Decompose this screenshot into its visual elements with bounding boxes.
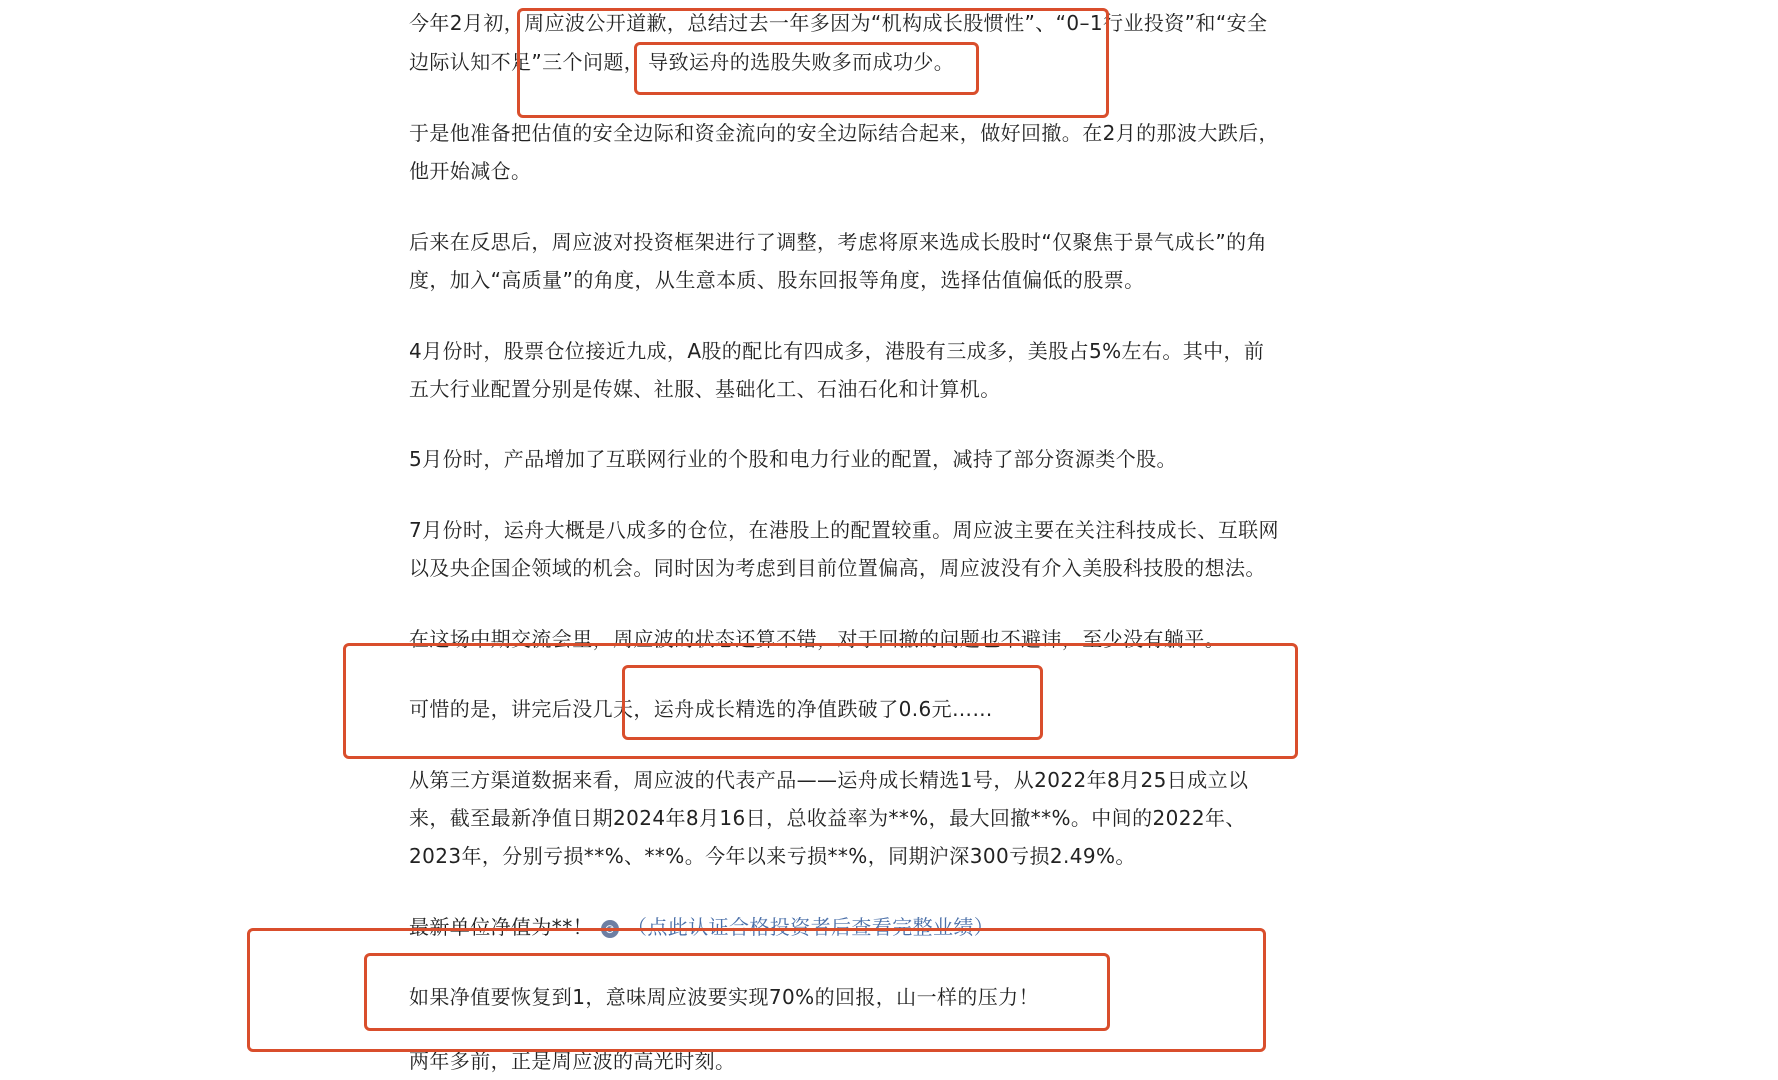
paragraph-1-line-1: 今年2月初，周应波公开道歉，总结过去一年多因为“机构成长股惯性”、“0–1行业投资”和“安全 — [409, 11, 1268, 35]
nav-value-text: 最新单位净值为**！ — [409, 915, 593, 939]
link-icon[interactable]: ⊘ — [601, 920, 619, 938]
paragraph-1-line-2 — [409, 49, 954, 75]
paragraph-6-line-1: 7月份时，运舟大概是八成多的仓位，在港股上的配置较重。周应波主要在关注科技成长、互联网 — [409, 518, 1279, 542]
paragraph-2-line-2: 他开始减仓。 — [409, 159, 532, 183]
verify-investor-link[interactable]: （点此认证合格投资者后查看完整业绩） — [627, 915, 995, 939]
paragraph-2-line-1: 于是他准备把估值的安全边际和资金流向的安全边际结合起来，做好回撤。在2月的那波大跌后， — [409, 121, 1279, 145]
paragraph-4-line-1: 4月份时，股票仓位接近九成，A股的配比有四成多，港股有三成多，美股占5%左右。其中，前 — [409, 339, 1265, 363]
paragraph-5-line-1: 5月份时，产品增加了互联网行业的个股和电力行业的配置，减持了部分资源类个股。 — [409, 447, 1177, 471]
paragraph-10 — [409, 914, 994, 940]
paragraph-3-line-2: 度，加入“高质量”的角度，从生意本质、股东回报等角度，选择估值偏低的股票。 — [409, 268, 1145, 292]
paragraph-1-highlight: 导致运舟的选股失败多而成功少。 — [648, 50, 955, 74]
paragraph-9-line-1: 从第三方渠道数据来看，周应波的代表产品——运舟成长精选1号，从2022年8月25日成立以 — [409, 768, 1249, 792]
paragraph-6-line-2: 以及央企国企领域的机会。同时因为考虑到目前位置偏高，周应波没有介入美股科技股的想法。 — [409, 556, 1266, 580]
paragraph-9-line-3: 2023年，分别亏损**%、**%。今年以来亏损**%，同期沪深300亏损2.49%。 — [409, 844, 1136, 868]
paragraph-7-line-1: 在这场中期交流会里，周应波的状态还算不错，对于回撤的问题也不避讳，至少没有躺平。 — [409, 627, 1225, 651]
paragraph-12-line-1: 两年多前，正是周应波的高光时刻。 — [409, 1049, 736, 1073]
paragraph-1-line-2-start: 边际认知不足”三个问题， — [409, 50, 645, 74]
paragraph-9-line-2: 来，截至最新净值日期2024年8月16日，总收益率为**%，最大回撤**%。中间的2022年、 — [409, 806, 1246, 830]
paragraph-3-line-1: 后来在反思后，周应波对投资框架进行了调整，考虑将原来选成长股时“仅聚焦于景气成长”的角 — [409, 230, 1267, 254]
paragraph-11-line-1: 如果净值要恢复到1，意味周应波要实现70%的回报，山一样的压力！ — [409, 985, 1039, 1009]
paragraph-4-line-2: 五大行业配置分别是传媒、社服、基础化工、石油石化和计算机。 — [409, 377, 1001, 401]
paragraph-8-line-1: 可惜的是，讲完后没几天，运舟成长精选的净值跌破了0.6元…… — [409, 697, 993, 721]
